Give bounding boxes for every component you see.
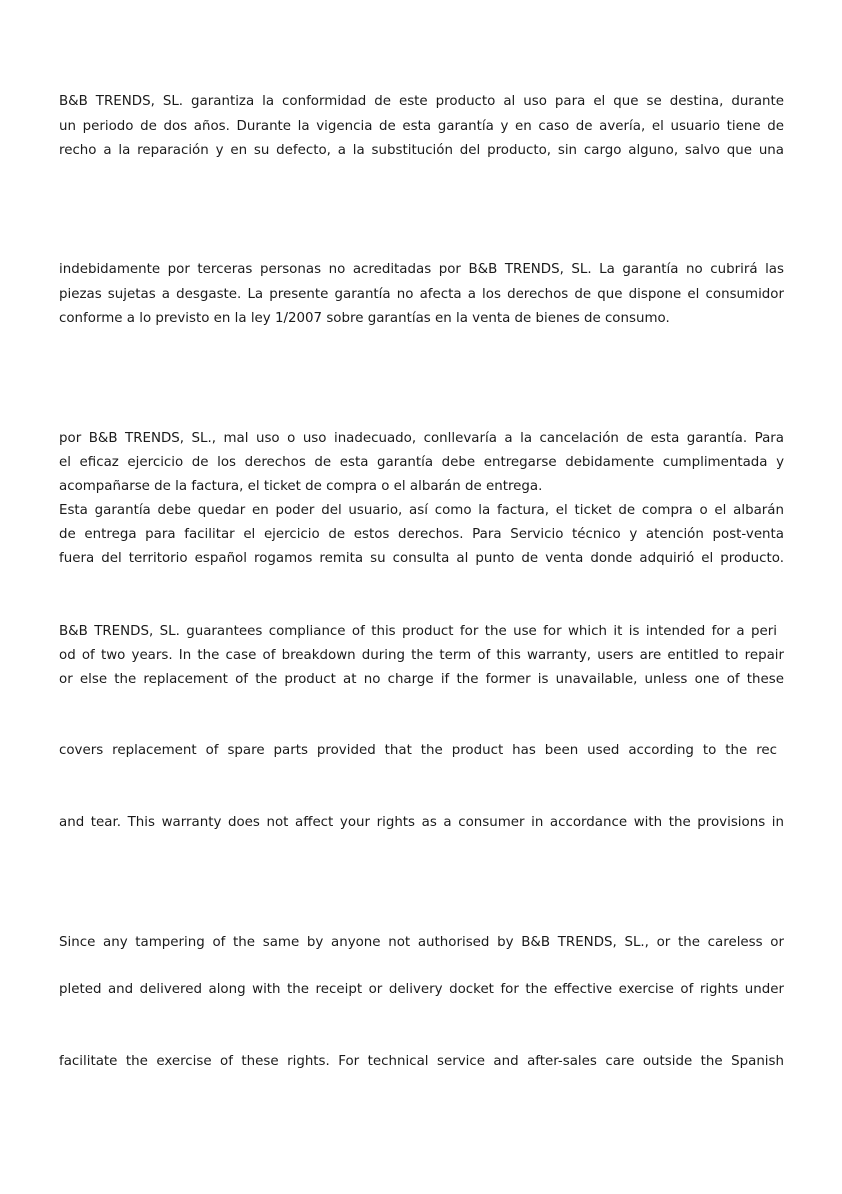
text-line: piezas sujetas a desgaste. La presente garantía no afecta a los derechos de que dispone el consumidor (59, 287, 784, 302)
text-line: indebidamente por terceras personas no acreditadas por B&B TRENDS, SL. La garantía no cubrirá las (59, 262, 784, 277)
text-line: conforme a lo previsto en la ley 1/2007 sobre garantías en la venta de bienes de consumo. (59, 311, 670, 326)
text-line: facilitate the exercise of these rights. For technical service and after-sales care outside the Spanish (59, 1054, 784, 1069)
text-line: B&B TRENDS, SL. garantiza la conformidad de este producto al uso para el que se destina, durante (59, 94, 784, 109)
text-line: Since any tampering of the same by anyone not authorised by B&B TRENDS, SL., or the careless or (59, 935, 784, 950)
text-line: fuera del territorio español rogamos remita su consulta al punto de venta donde adquirió el producto. (59, 551, 784, 566)
text-line: por B&B TRENDS, SL., mal uso o uso inadecuado, conllevaría a la cancelación de esta garantía. Para (59, 431, 784, 446)
text-line: un periodo de dos años. Durante la vigencia de esta garantía y en caso de avería, el usuario tiene de (59, 119, 784, 134)
text-line: de entrega para facilitar el ejercicio de estos derechos. Para Servicio técnico y atención post-venta (59, 527, 784, 542)
text-line: or else the replacement of the product at no charge if the former is unavailable, unless one of these (59, 672, 784, 687)
text-line: B&B TRENDS, SL. guarantees compliance of this product for the use for which it is intended for a peri (59, 624, 777, 639)
text-line: acompañarse de la factura, el ticket de compra o el albarán de entrega. (59, 479, 543, 494)
text-line: recho a la reparación y en su defecto, a la substitución del producto, sin cargo alguno, salvo que una (59, 143, 784, 158)
text-line: pleted and delivered along with the receipt or delivery docket for the effective exercise of rights under (59, 982, 784, 997)
text-line: el eficaz ejercicio de los derechos de esta garantía debe entregarse debidamente cumplimentada y (59, 455, 784, 470)
text-line: od of two years. In the case of breakdown during the term of this warranty, users are entitled to repair (59, 648, 784, 663)
text-line: Esta garantía debe quedar en poder del usuario, así como la factura, el ticket de compra o el albarán (59, 503, 784, 518)
text-line: covers replacement of spare parts provided that the product has been used according to the rec (59, 743, 777, 758)
text-line: and tear. This warranty does not affect your rights as a consumer in accordance with the provisions in (59, 815, 784, 830)
